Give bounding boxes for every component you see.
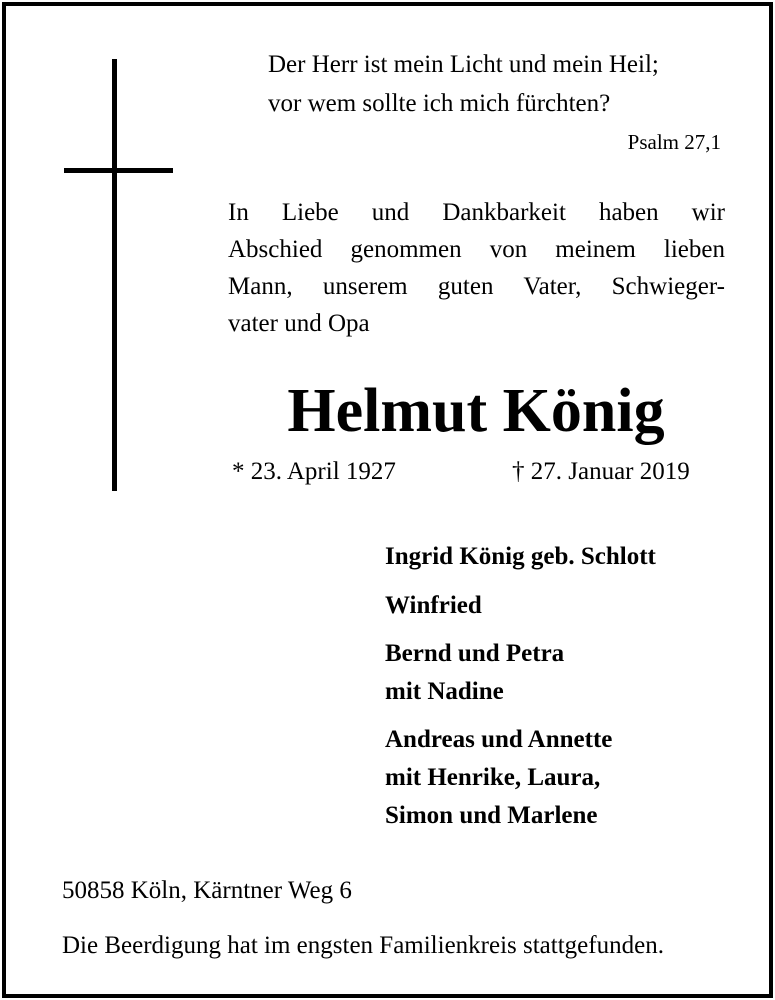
intro-line: Abschied genommen von meinem lieben xyxy=(228,236,725,263)
intro-line: Mann, unserem guten Vater, Schwieger- xyxy=(228,273,725,300)
family-member: Winfried xyxy=(385,592,482,619)
birth-date: * 23. April 1927 xyxy=(232,458,396,485)
funeral-note: Die Beerdigung hat im engsten Familienkreis stattgefunden. xyxy=(62,932,664,959)
family-member: mit Henrike, Laura, xyxy=(385,764,601,791)
intro-text xyxy=(228,194,725,342)
obituary-notice xyxy=(2,2,773,998)
family-member: Bernd und Petra xyxy=(385,640,565,667)
family-member: Ingrid König geb. Schlott xyxy=(385,543,656,570)
death-date: † 27. Januar 2019 xyxy=(512,458,690,485)
intro-line: In Liebe und Dankbarkeit haben wir xyxy=(228,199,725,226)
intro-line: vater und Opa xyxy=(228,310,370,337)
family-member: Simon und Marlene xyxy=(385,802,598,829)
deceased-name: Helmut König xyxy=(287,377,665,445)
cross-icon-crossbar xyxy=(64,168,173,173)
family-member: mit Nadine xyxy=(385,678,504,705)
psalm-line: Der Herr ist mein Licht und mein Heil; xyxy=(268,51,659,78)
psalm-reference: Psalm 27,1 xyxy=(627,130,721,154)
family-member: Andreas und Annette xyxy=(385,726,613,753)
address: 50858 Köln, Kärntner Weg 6 xyxy=(62,877,352,904)
psalm-line: vor wem sollte ich mich fürchten? xyxy=(268,90,611,117)
